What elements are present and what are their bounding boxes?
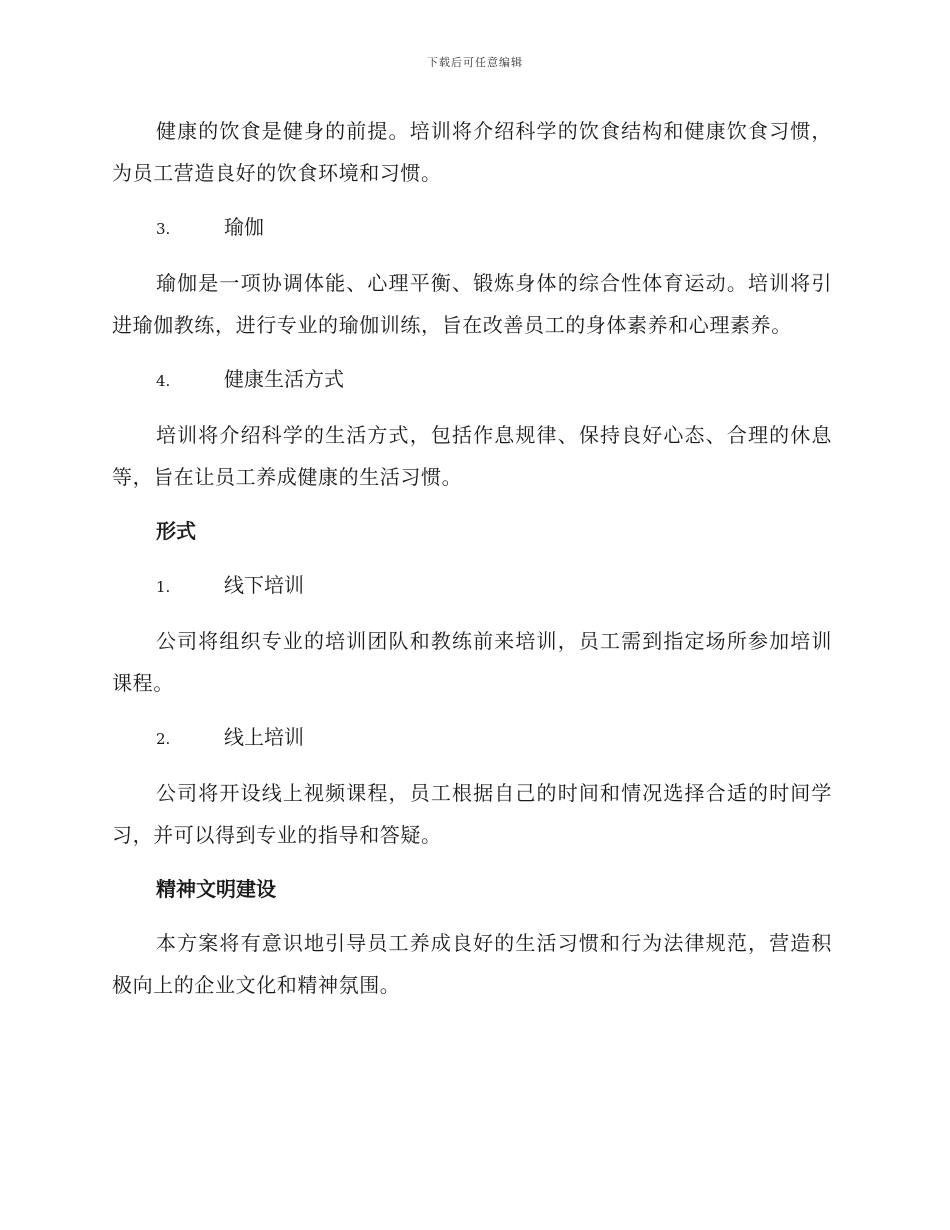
section-heading-spirit: 精神文明建设 [156,877,276,901]
paragraph-lifestyle: 培训将介绍科学的生活方式，包括作息规律、保持良好心态、合理的休息等，旨在让员工养成健康的生活习惯。 [112,423,832,489]
list-item-yoga [112,206,832,250]
list-title: 瑜伽 [224,215,264,239]
page-header: 下载后可任意编辑 [427,56,523,69]
list-item-offline-training [112,564,832,608]
list-number: 3. [156,220,171,238]
paragraph-spirit: 本方案将有意识地引导员工养成良好的生活习惯和行为法律规范，营造积极向上的企业文化和精神氛围。 [112,931,832,997]
paragraph-online: 公司将开设线上视频课程，员工根据自己的时间和情况选择合适的时间学习，并可以得到专业的指导和答疑。 [112,781,832,847]
paragraph-diet: 健康的饮食是健身的前提。培训将介绍科学的饮食结构和健康饮食习惯，为员工营造良好的饮食环境和习惯。 [112,119,832,185]
list-number: 1. [156,578,171,596]
list-title: 线下培训 [224,573,304,597]
list-item-online-training [112,716,832,760]
section-heading-form: 形式 [156,519,196,543]
list-number: 4. [156,372,171,390]
list-title: 线上培训 [224,725,304,749]
list-number: 2. [156,730,171,748]
list-title: 健康生活方式 [224,367,344,391]
paragraph-yoga: 瑜伽是一项协调体能、心理平衡、锻炼身体的综合性体育运动。培训将引进瑜伽教练，进行专业的瑜伽训练，旨在改善员工的身体素养和心理素养。 [112,271,832,337]
paragraph-offline: 公司将组织专业的培训团队和教练前来培训，员工需到指定场所参加培训课程。 [112,629,832,695]
document-body [112,110,832,1018]
list-item-healthy-lifestyle [112,358,832,402]
